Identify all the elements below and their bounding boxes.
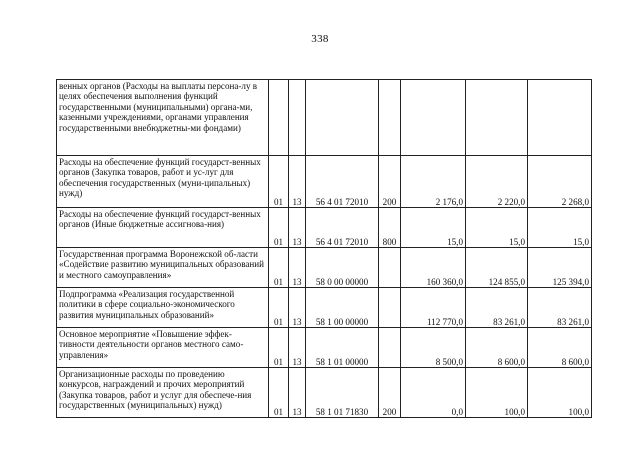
subsection-code <box>289 80 306 156</box>
table-row <box>57 80 592 156</box>
row-name: Государственная программа Воронежской об-ласти «Содействие развитию муниципальных образований и местного самоуправления» <box>57 248 269 288</box>
page-number: 338 <box>311 33 329 45</box>
target-article-code <box>306 80 379 156</box>
table-row <box>57 328 592 368</box>
amount-year-1: 15,0 <box>401 208 466 248</box>
row-name: венных органов (Расходы на выплаты персона-лу в целях обеспечения выполнения функций государственными (муниципальными) органа-ми, казенными учреждениями, органами управления государственными внебюджетны-ми фондами) <box>57 80 269 156</box>
subsection-code: 13 <box>289 288 306 328</box>
subsection-code: 13 <box>289 156 306 208</box>
amount-year-2 <box>466 80 528 156</box>
table-row <box>57 368 592 418</box>
section-code: 01 <box>269 288 289 328</box>
budget-table <box>56 79 592 418</box>
expense-type-code: 200 <box>379 156 401 208</box>
amount-year-1 <box>401 80 466 156</box>
amount-year-1: 0,0 <box>401 368 466 418</box>
amount-year-2: 8 600,0 <box>466 328 528 368</box>
amount-year-3: 125 394,0 <box>528 248 592 288</box>
amount-year-3 <box>528 80 592 156</box>
table-row <box>57 208 592 248</box>
amount-year-3: 100,0 <box>528 368 592 418</box>
target-article-code: 58 1 01 71830 <box>306 368 379 418</box>
table-row <box>57 248 592 288</box>
expense-type-code: 200 <box>379 368 401 418</box>
table-row <box>57 156 592 208</box>
table-row <box>57 288 592 328</box>
section-code: 01 <box>269 248 289 288</box>
row-name: Организационные расходы по проведению конкурсов, награждений и прочих мероприятий (Закупка товаров, работ и услуг для обеспече-ния государственных (муниципальных) нужд) <box>57 368 269 418</box>
amount-year-1: 112 770,0 <box>401 288 466 328</box>
section-code: 01 <box>269 156 289 208</box>
expense-type-code <box>379 248 401 288</box>
amount-year-2: 83 261,0 <box>466 288 528 328</box>
subsection-code: 13 <box>289 368 306 418</box>
amount-year-3: 15,0 <box>528 208 592 248</box>
amount-year-1: 160 360,0 <box>401 248 466 288</box>
expense-type-code <box>379 80 401 156</box>
subsection-code: 13 <box>289 328 306 368</box>
section-code <box>269 80 289 156</box>
section-code: 01 <box>269 208 289 248</box>
amount-year-1: 8 500,0 <box>401 328 466 368</box>
amount-year-3: 83 261,0 <box>528 288 592 328</box>
row-name: Расходы на обеспечение функций государст-венных органов (Закупка товаров, работ и ус-луг для обеспечения государственных (муни-ципальных) нужд) <box>57 156 269 208</box>
target-article-code: 58 1 00 00000 <box>306 288 379 328</box>
amount-year-2: 2 220,0 <box>466 156 528 208</box>
section-code: 01 <box>269 368 289 418</box>
expense-type-code <box>379 288 401 328</box>
target-article-code: 56 4 01 72010 <box>306 156 379 208</box>
target-article-code: 58 0 00 00000 <box>306 248 379 288</box>
amount-year-3: 2 268,0 <box>528 156 592 208</box>
subsection-code: 13 <box>289 208 306 248</box>
row-name: Расходы на обеспечение функций государст-венных органов (Иные бюджетные ассигнова-ния) <box>57 208 269 248</box>
amount-year-2: 124 855,0 <box>466 248 528 288</box>
expense-type-code <box>379 328 401 368</box>
amount-year-1: 2 176,0 <box>401 156 466 208</box>
target-article-code: 58 1 01 00000 <box>306 328 379 368</box>
section-code: 01 <box>269 328 289 368</box>
expense-type-code: 800 <box>379 208 401 248</box>
target-article-code: 56 4 01 72010 <box>306 208 379 248</box>
amount-year-2: 100,0 <box>466 368 528 418</box>
subsection-code: 13 <box>289 248 306 288</box>
amount-year-2: 15,0 <box>466 208 528 248</box>
row-name: Подпрограмма «Реализация государственной политики в сфере социально-экономического развития муниципальных образований» <box>57 288 269 328</box>
row-name: Основное мероприятие «Повышение эффек-тивности деятельности органов местного само-управления» <box>57 328 269 368</box>
amount-year-3: 8 600,0 <box>528 328 592 368</box>
